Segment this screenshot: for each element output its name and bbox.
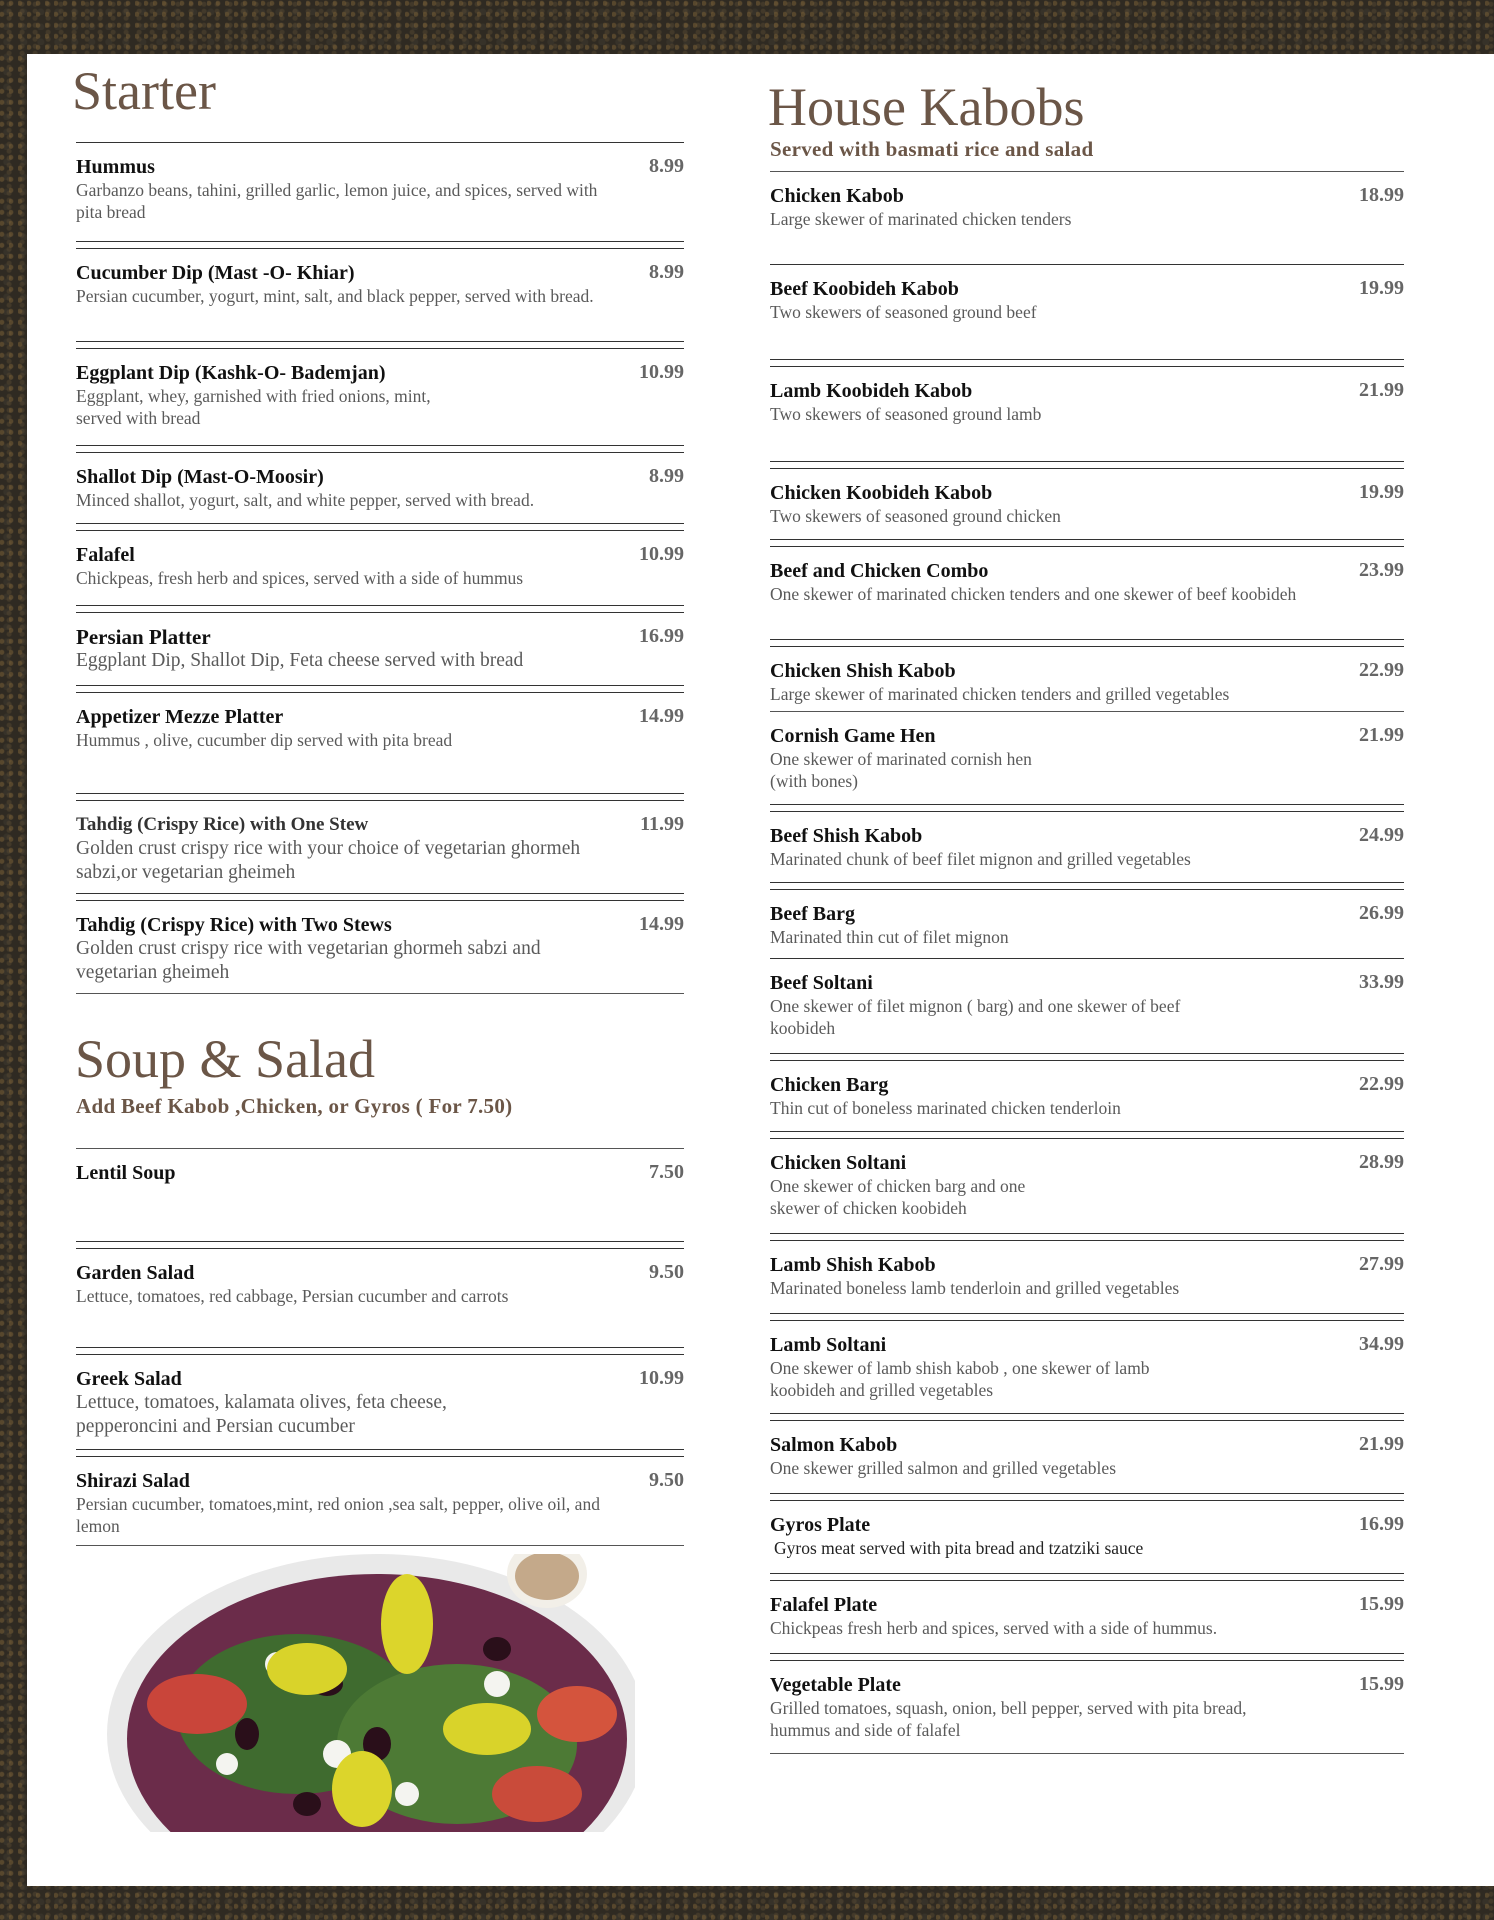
- item-price: 14.99: [639, 705, 684, 727]
- menu-item-beef-shish: Beef Shish Kabob Marinated chunk of beef filet mignon and grilled vegetables 24.99: [770, 824, 1404, 869]
- item-price: 16.99: [639, 625, 684, 647]
- item-price: 10.99: [639, 1367, 684, 1389]
- menu-item-beef-barg: Beef Barg Marinated thin cut of filet mignon 26.99: [770, 902, 1404, 947]
- item-price: 21.99: [1359, 724, 1404, 746]
- kabobs-title: House Kabobs: [768, 77, 1085, 137]
- item-price: 14.99: [639, 913, 684, 935]
- menu-item-lamb-shish: Lamb Shish Kabob Marinated boneless lamb tenderloin and grilled vegetables 27.99: [770, 1253, 1404, 1298]
- item-price: 28.99: [1359, 1151, 1404, 1173]
- item-price: 21.99: [1359, 1433, 1404, 1455]
- item-price: 8.99: [649, 465, 684, 487]
- menu-item-mezze-platter: Appetizer Mezze Platter Hummus , olive, cucumber dip served with pita bread 14.99: [76, 705, 684, 750]
- starter-list: [76, 142, 684, 994]
- item-price: 33.99: [1359, 971, 1404, 993]
- item-price: 22.99: [1359, 1073, 1404, 1095]
- kabobs-list: [770, 171, 1404, 1754]
- menu-item-chicken-kabob: Chicken Kabob Large skewer of marinated chicken tenders 18.99: [770, 184, 1404, 229]
- menu-item-cornish-hen: Cornish Game Hen One skewer of marinated cornish hen (with bones) 21.99: [770, 724, 1404, 791]
- menu-item-vegetable-plate: Vegetable Plate Grilled tomatoes, squash, onion, bell pepper, served with pita bread, hummus and side of falafel 15.99: [770, 1673, 1404, 1740]
- item-price: 7.50: [649, 1161, 684, 1183]
- item-price: 22.99: [1359, 659, 1404, 681]
- menu-item-falafel: Falafel Chickpeas, fresh herb and spices, served with a side of hummus 10.99: [76, 543, 684, 588]
- menu-item-chicken-barg: Chicken Barg Thin cut of boneless marinated chicken tenderloin 22.99: [770, 1073, 1404, 1118]
- item-price: 18.99: [1359, 184, 1404, 206]
- item-price: 9.50: [649, 1469, 684, 1491]
- starter-title: Starter: [72, 61, 216, 121]
- menu-item-beef-chicken-combo: Beef and Chicken Combo One skewer of marinated chicken tenders and one skewer of beef koobideh 23.99: [770, 559, 1404, 604]
- soup-salad-subtitle: Add Beef Kabob ,Chicken, or Gyros ( For 7.50): [76, 1094, 513, 1118]
- item-price: 34.99: [1359, 1333, 1404, 1355]
- menu-page: [27, 54, 1494, 1886]
- item-price: 11.99: [640, 813, 684, 835]
- kabobs-subtitle: Served with basmati rice and salad: [770, 137, 1094, 161]
- item-price: 10.99: [639, 361, 684, 383]
- menu-item-shirazi-salad: Shirazi Salad Persian cucumber, tomatoes,mint, red onion ,sea salt, pepper, olive oil, and lemon 9.50: [76, 1469, 684, 1536]
- item-price: 15.99: [1359, 1673, 1404, 1695]
- menu-item-greek-salad: Greek Salad Lettuce, tomatoes, kalamata olives, feta cheese, pepperoncini and Persian cucumber 10.99: [76, 1367, 684, 1437]
- item-price: 9.50: [649, 1261, 684, 1283]
- soup-salad-list: [76, 1148, 684, 1546]
- salad-image-icon: [77, 1554, 635, 1832]
- menu-item-garden-salad: Garden Salad Lettuce, tomatoes, red cabbage, Persian cucumber and carrots 9.50: [76, 1261, 684, 1306]
- item-price: 15.99: [1359, 1593, 1404, 1615]
- item-price: 21.99: [1359, 379, 1404, 401]
- menu-item-beef-soltani: Beef Soltani One skewer of filet mignon ( barg) and one skewer of beef koobideh 33.99: [770, 971, 1404, 1038]
- menu-item-chicken-shish: Chicken Shish Kabob Large skewer of marinated chicken tenders and grilled vegetables 22.99: [770, 659, 1404, 704]
- menu-item-falafel-plate: Falafel Plate Chickpeas fresh herb and spices, served with a side of hummus. 15.99: [770, 1593, 1404, 1638]
- menu-item-tahdig-one-stew: Tahdig (Crispy Rice) with One Stew Golden crust crispy rice with your choice of vegetarian ghormeh sabzi,or vegetarian gheimeh 11.99: [76, 813, 684, 883]
- menu-item-lamb-soltani: Lamb Soltani One skewer of lamb shish kabob , one skewer of lamb koobideh and grilled vegetables 34.99: [770, 1333, 1404, 1400]
- item-price: 8.99: [649, 261, 684, 283]
- menu-item-salmon-kabob: Salmon Kabob One skewer grilled salmon and grilled vegetables 21.99: [770, 1433, 1404, 1478]
- item-price: 27.99: [1359, 1253, 1404, 1275]
- item-price: 24.99: [1359, 824, 1404, 846]
- greek-salad-photo: [77, 1554, 635, 1832]
- menu-item-lamb-koobideh: Lamb Koobideh Kabob Two skewers of seasoned ground lamb 21.99: [770, 379, 1404, 424]
- item-price: 16.99: [1359, 1513, 1404, 1535]
- menu-item-hummus: Hummus Garbanzo beans, tahini, grilled garlic, lemon juice, and spices, served with pita bread 8.99: [76, 155, 684, 222]
- menu-item-beef-koobideh: Beef Koobideh Kabob Two skewers of seasoned ground beef 19.99: [770, 277, 1404, 322]
- item-price: 8.99: [649, 155, 684, 177]
- menu-item-chicken-soltani: Chicken Soltani One skewer of chicken barg and one skewer of chicken koobideh 28.99: [770, 1151, 1404, 1218]
- item-price: 19.99: [1359, 481, 1404, 503]
- menu-item-chicken-koobideh: Chicken Koobideh Kabob Two skewers of seasoned ground chicken 19.99: [770, 481, 1404, 526]
- item-price: 23.99: [1359, 559, 1404, 581]
- menu-item-gyros-plate: Gyros Plate Gyros meat served with pita bread and tzatziki sauce 16.99: [770, 1513, 1404, 1558]
- menu-item-eggplant-dip: Eggplant Dip (Kashk-O- Bademjan) Eggplant, whey, garnished with fried onions, mint, served with bread 10.99: [76, 361, 684, 428]
- menu-item-shallot-dip: Shallot Dip (Mast-O-Moosir) Minced shallot, yogurt, salt, and white pepper, served with bread. 8.99: [76, 465, 684, 510]
- item-price: 19.99: [1359, 277, 1404, 299]
- menu-item-cucumber-dip: Cucumber Dip (Mast -O- Khiar) Persian cucumber, yogurt, mint, salt, and black pepper, served with bread. 8.99: [76, 261, 684, 306]
- item-price: 26.99: [1359, 902, 1404, 924]
- menu-item-tahdig-two-stews: Tahdig (Crispy Rice) with Two Stews Golden crust crispy rice with vegetarian ghormeh sabzi and vegetarian gheimeh 14.99: [76, 913, 684, 983]
- soup-salad-title: Soup & Salad: [75, 1029, 376, 1089]
- menu-item-lentil-soup: Lentil Soup 7.50: [76, 1161, 684, 1184]
- item-price: 10.99: [639, 543, 684, 565]
- menu-item-persian-platter: Persian Platter Eggplant Dip, Shallot Dip, Feta cheese served with bread 16.99: [76, 625, 684, 671]
